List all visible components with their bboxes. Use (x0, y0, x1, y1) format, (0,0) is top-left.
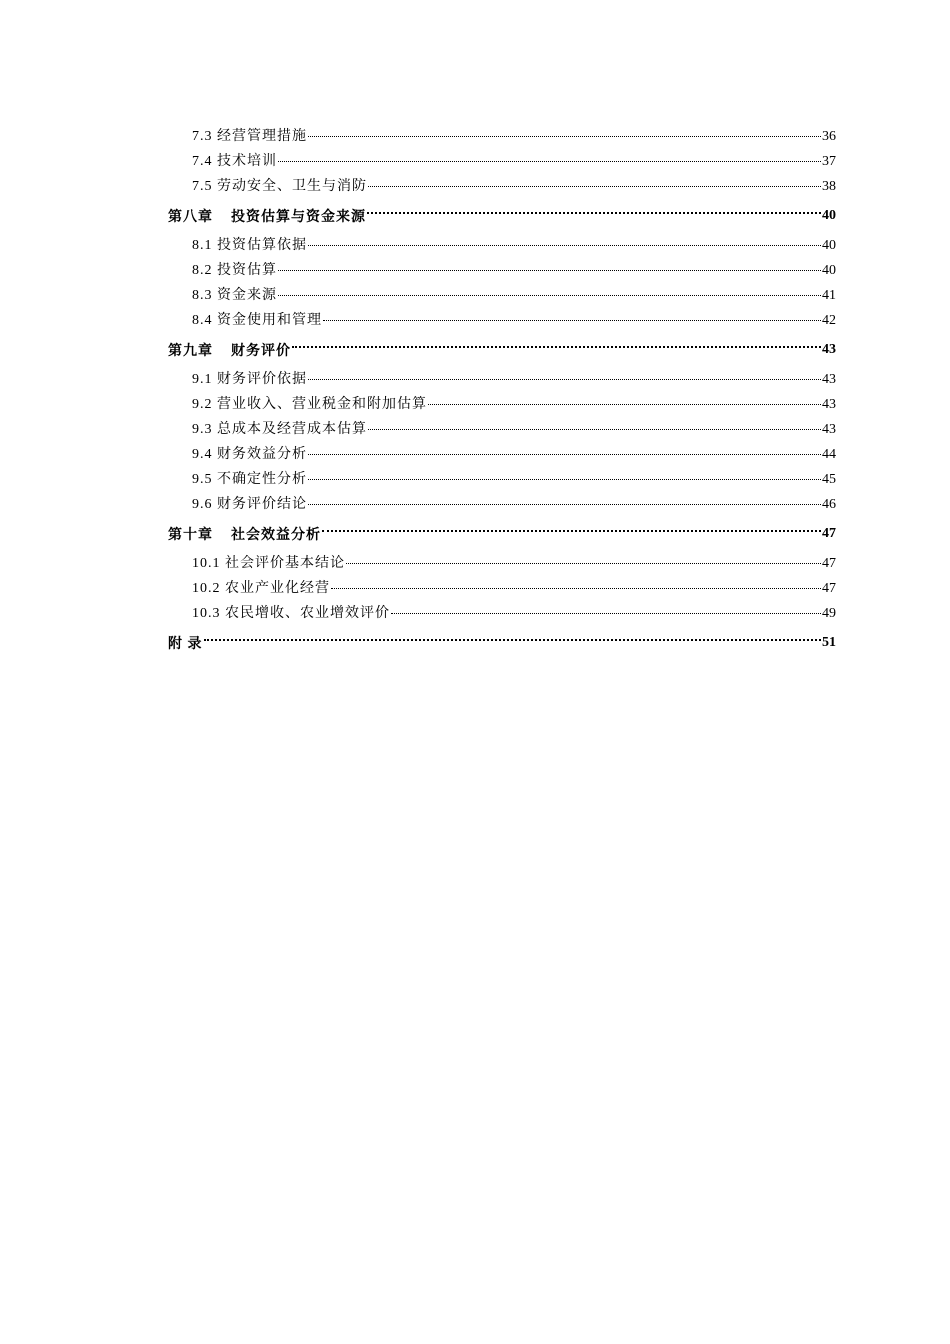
toc-page-number: 43 (822, 372, 836, 387)
toc-entry-label: 9.2 营业收入、营业税金和附加估算 (192, 397, 427, 412)
toc-entry[interactable] (168, 551, 836, 576)
dot-leader (428, 404, 821, 405)
toc-entry[interactable] (168, 258, 836, 283)
toc-page-number: 47 (822, 526, 836, 541)
toc-page-number: 43 (822, 422, 836, 437)
toc-page-number: 43 (822, 342, 836, 357)
toc-chapter-entry[interactable] (168, 517, 836, 551)
dot-leader (346, 563, 821, 564)
dot-leader (278, 295, 821, 296)
toc-entry[interactable] (168, 367, 836, 392)
toc-entry-label: 10.3 农民增收、农业增效评价 (192, 606, 390, 621)
dot-leader (308, 504, 821, 505)
toc-entry[interactable] (168, 308, 836, 333)
toc-entry[interactable] (168, 417, 836, 442)
dot-leader (308, 479, 821, 480)
dot-leader (292, 346, 821, 348)
toc-page-number: 43 (822, 397, 836, 412)
dot-leader (278, 161, 821, 162)
toc-page-number: 40 (822, 263, 836, 278)
toc-entry-label: 8.4 资金使用和管理 (192, 313, 322, 328)
toc-entry-label: 9.1 财务评价依据 (192, 372, 307, 387)
toc-chapter-heading (168, 633, 203, 653)
dot-leader (308, 454, 821, 455)
dot-leader (391, 613, 821, 614)
toc-entry-label: 10.1 社会评价基本结论 (192, 556, 345, 571)
table-of-contents (168, 124, 836, 660)
toc-page-number: 49 (822, 606, 836, 621)
dot-leader (323, 320, 821, 321)
toc-page-number: 40 (822, 238, 836, 253)
toc-entry-label: 9.4 财务效益分析 (192, 447, 307, 462)
toc-entry[interactable] (168, 601, 836, 626)
dot-leader (368, 429, 821, 430)
toc-page-number: 51 (822, 635, 836, 650)
toc-entry-label: 7.5 劳动安全、卫生与消防 (192, 179, 367, 194)
toc-page-number: 44 (822, 447, 836, 462)
toc-entry[interactable] (168, 233, 836, 258)
chapter-number: 第九章 (168, 344, 213, 359)
toc-page-number: 46 (822, 497, 836, 512)
chapter-number: 第八章 (168, 210, 213, 225)
toc-entry-label: 8.2 投资估算 (192, 263, 277, 278)
toc-chapter-heading (168, 524, 321, 544)
toc-page-number: 47 (822, 556, 836, 571)
toc-entry[interactable] (168, 392, 836, 417)
toc-entry[interactable] (168, 442, 836, 467)
toc-entry[interactable] (168, 174, 836, 199)
toc-page-number: 38 (822, 179, 836, 194)
toc-entry-label: 8.1 投资估算依据 (192, 238, 307, 253)
dot-leader (278, 270, 821, 271)
toc-entry-label: 9.6 财务评价结论 (192, 497, 307, 512)
toc-page-number: 47 (822, 581, 836, 596)
dot-leader (308, 379, 821, 380)
dot-leader (322, 530, 821, 532)
toc-entry[interactable] (168, 283, 836, 308)
toc-entry-label: 10.2 农业产业化经营 (192, 581, 330, 596)
toc-chapter-entry[interactable] (168, 199, 836, 233)
toc-appendix-entry[interactable] (168, 626, 836, 660)
toc-chapter-heading (168, 340, 291, 360)
chapter-title: 社会效益分析 (231, 528, 321, 543)
toc-page-number: 42 (822, 313, 836, 328)
toc-entry[interactable] (168, 124, 836, 149)
toc-entry-label: 7.4 技术培训 (192, 154, 277, 169)
toc-entry[interactable] (168, 467, 836, 492)
dot-leader (367, 212, 821, 214)
chapter-title: 财务评价 (231, 344, 291, 359)
chapter-number: 第十章 (168, 528, 213, 543)
dot-leader (308, 245, 821, 246)
toc-entry[interactable] (168, 149, 836, 174)
dot-leader (368, 186, 821, 187)
dot-leader (331, 588, 821, 589)
toc-page-number: 36 (822, 129, 836, 144)
toc-page-number: 41 (822, 288, 836, 303)
toc-chapter-heading (168, 206, 366, 226)
chapter-title: 投资估算与资金来源 (231, 210, 366, 225)
toc-entry-label: 9.3 总成本及经营成本估算 (192, 422, 367, 437)
toc-page-number: 37 (822, 154, 836, 169)
dot-leader (308, 136, 821, 137)
toc-entry-label: 7.3 经营管理措施 (192, 129, 307, 144)
toc-entry[interactable] (168, 492, 836, 517)
appendix-title: 附 录 (168, 637, 203, 652)
toc-page-number: 45 (822, 472, 836, 487)
toc-chapter-entry[interactable] (168, 333, 836, 367)
toc-entry[interactable] (168, 576, 836, 601)
toc-entry-label: 9.5 不确定性分析 (192, 472, 307, 487)
toc-entry-label: 8.3 资金来源 (192, 288, 277, 303)
dot-leader (204, 639, 822, 641)
toc-page-number: 40 (822, 208, 836, 223)
